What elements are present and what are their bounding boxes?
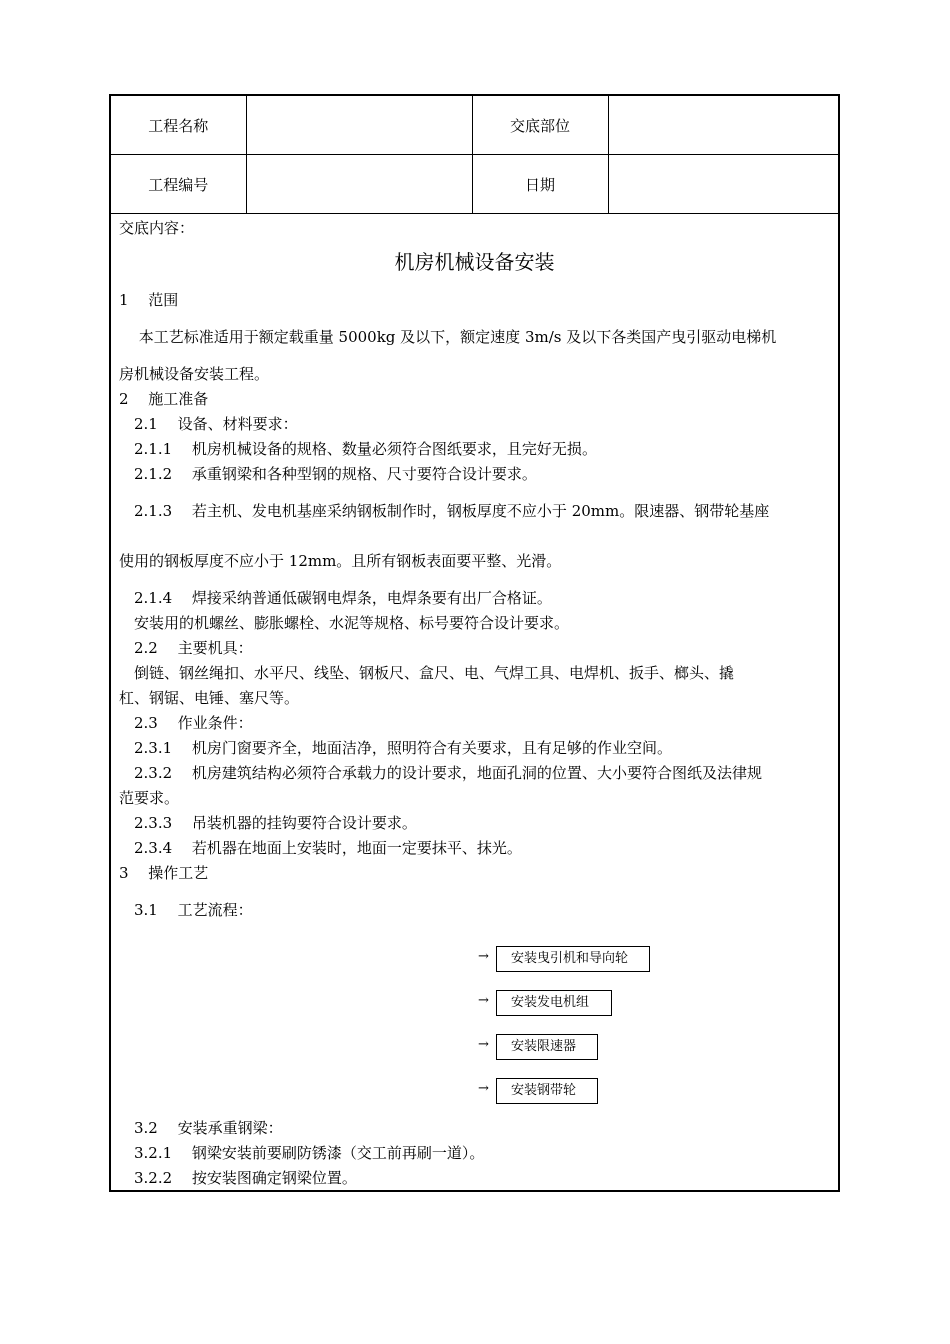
location-label: 交底部位 <box>472 96 608 155</box>
header-row-2 <box>111 155 838 214</box>
scope-paragraph-line-2: 房机械设备安装工程。 <box>119 365 270 383</box>
flow-step-traction-machine: 安装曳引机和导向轮 <box>496 946 650 972</box>
section-3-2-2: 3.2.2 按安装图确定钢梁位置。 <box>119 1169 357 1187</box>
location-value <box>608 96 838 155</box>
section-2-3-2-line-1: 2.3.2 机房建筑结构必须符合承载力的设计要求，地面孔洞的位置、大小要符合图纸及法律规 <box>119 764 762 782</box>
tools-line-2: 杠、钢锯、电锤、塞尺等。 <box>119 689 300 707</box>
document-frame <box>109 94 840 1192</box>
section-2-1-1: 2.1.1 机房机械设备的规格、数量必须符合图纸要求，且完好无损。 <box>119 440 597 458</box>
project-name-value <box>246 96 472 155</box>
section-2-1: 2.1 设备、材料要求： <box>119 415 298 433</box>
section-2-1-4: 2.1.4 焊接采纳普通低碳钢电焊条，电焊条要有出厂合格证。 <box>119 589 552 607</box>
header-row-1 <box>111 96 838 155</box>
flow-arrow-3: → <box>478 1037 489 1052</box>
section-3-2-1: 3.2.1 钢梁安装前要刷防锈漆（交工前再刷一道）。 <box>119 1144 485 1162</box>
section-2-2: 2.2 主要机具： <box>119 639 253 657</box>
tools-line-1: 倒链、钢丝绳扣、水平尺、线坠、钢板尺、盒尺、电、气焊工具、电焊机、扳手、榔头、撬 <box>119 664 735 682</box>
section-2-1-3-line-1: 2.1.3 若主机、发电机基座采纳钢板制作时，钢板厚度不应小于 20mm。限速器、钢带轮基座 <box>119 502 770 520</box>
flow-step-generator-set: 安装发电机组 <box>496 990 612 1016</box>
header-table <box>111 96 838 214</box>
flow-step-steel-belt-wheel: 安装钢带轮 <box>496 1078 598 1104</box>
scope-paragraph-line-1: 本工艺标准适用于额定载重量 5000kg 及以下，额定速度 3m/s 及以下各类国产曳引驱动电梯机 <box>119 328 777 346</box>
section-3-2: 3.2 安装承重钢梁： <box>119 1119 283 1137</box>
flow-arrow-4: → <box>478 1081 489 1096</box>
section-2-3-1: 2.3.1 机房门窗要齐全，地面洁净，照明符合有关要求，且有足够的作业空间。 <box>119 739 672 757</box>
flow-step-speed-governor: 安装限速器 <box>496 1034 598 1060</box>
section-2-3: 2.3 作业条件： <box>119 714 253 732</box>
project-no-label: 工程编号 <box>111 155 246 214</box>
section-2-3-2-line-2: 范要求。 <box>119 789 180 807</box>
flow-arrow-1: → <box>478 949 489 964</box>
date-value <box>608 155 838 214</box>
section-2-3-4: 2.3.4 若机器在地面上安装时，地面一定要抹平、抹光。 <box>119 839 522 857</box>
section-2-3-3: 2.3.3 吊装机器的挂钩要符合设计要求。 <box>119 814 417 832</box>
flow-arrow-2: → <box>478 993 489 1008</box>
section-2-1-3-line-2: 使用的钢板厚度不应小于 12mm。且所有钢板表面要平整、光滑。 <box>119 552 562 570</box>
date-label: 日期 <box>472 155 608 214</box>
section-2-heading: 2 施工准备 <box>119 390 209 408</box>
section-3-1: 3.1 工艺流程： <box>119 901 253 919</box>
content-label: 交底内容： <box>119 219 195 237</box>
section-1-heading: 1 范围 <box>119 291 179 309</box>
project-name-label: 工程名称 <box>111 96 246 155</box>
section-3-heading: 3 操作工艺 <box>119 864 209 882</box>
section-2-1-4-note: 安装用的机螺丝、膨胀螺栓、水泥等规格、标号要符合设计要求。 <box>119 614 570 632</box>
document-title: 机房机械设备安装 <box>394 250 555 274</box>
section-2-1-2: 2.1.2 承重钢梁和各种型钢的规格、尺寸要符合设计要求。 <box>119 465 537 483</box>
project-no-value <box>246 155 472 214</box>
